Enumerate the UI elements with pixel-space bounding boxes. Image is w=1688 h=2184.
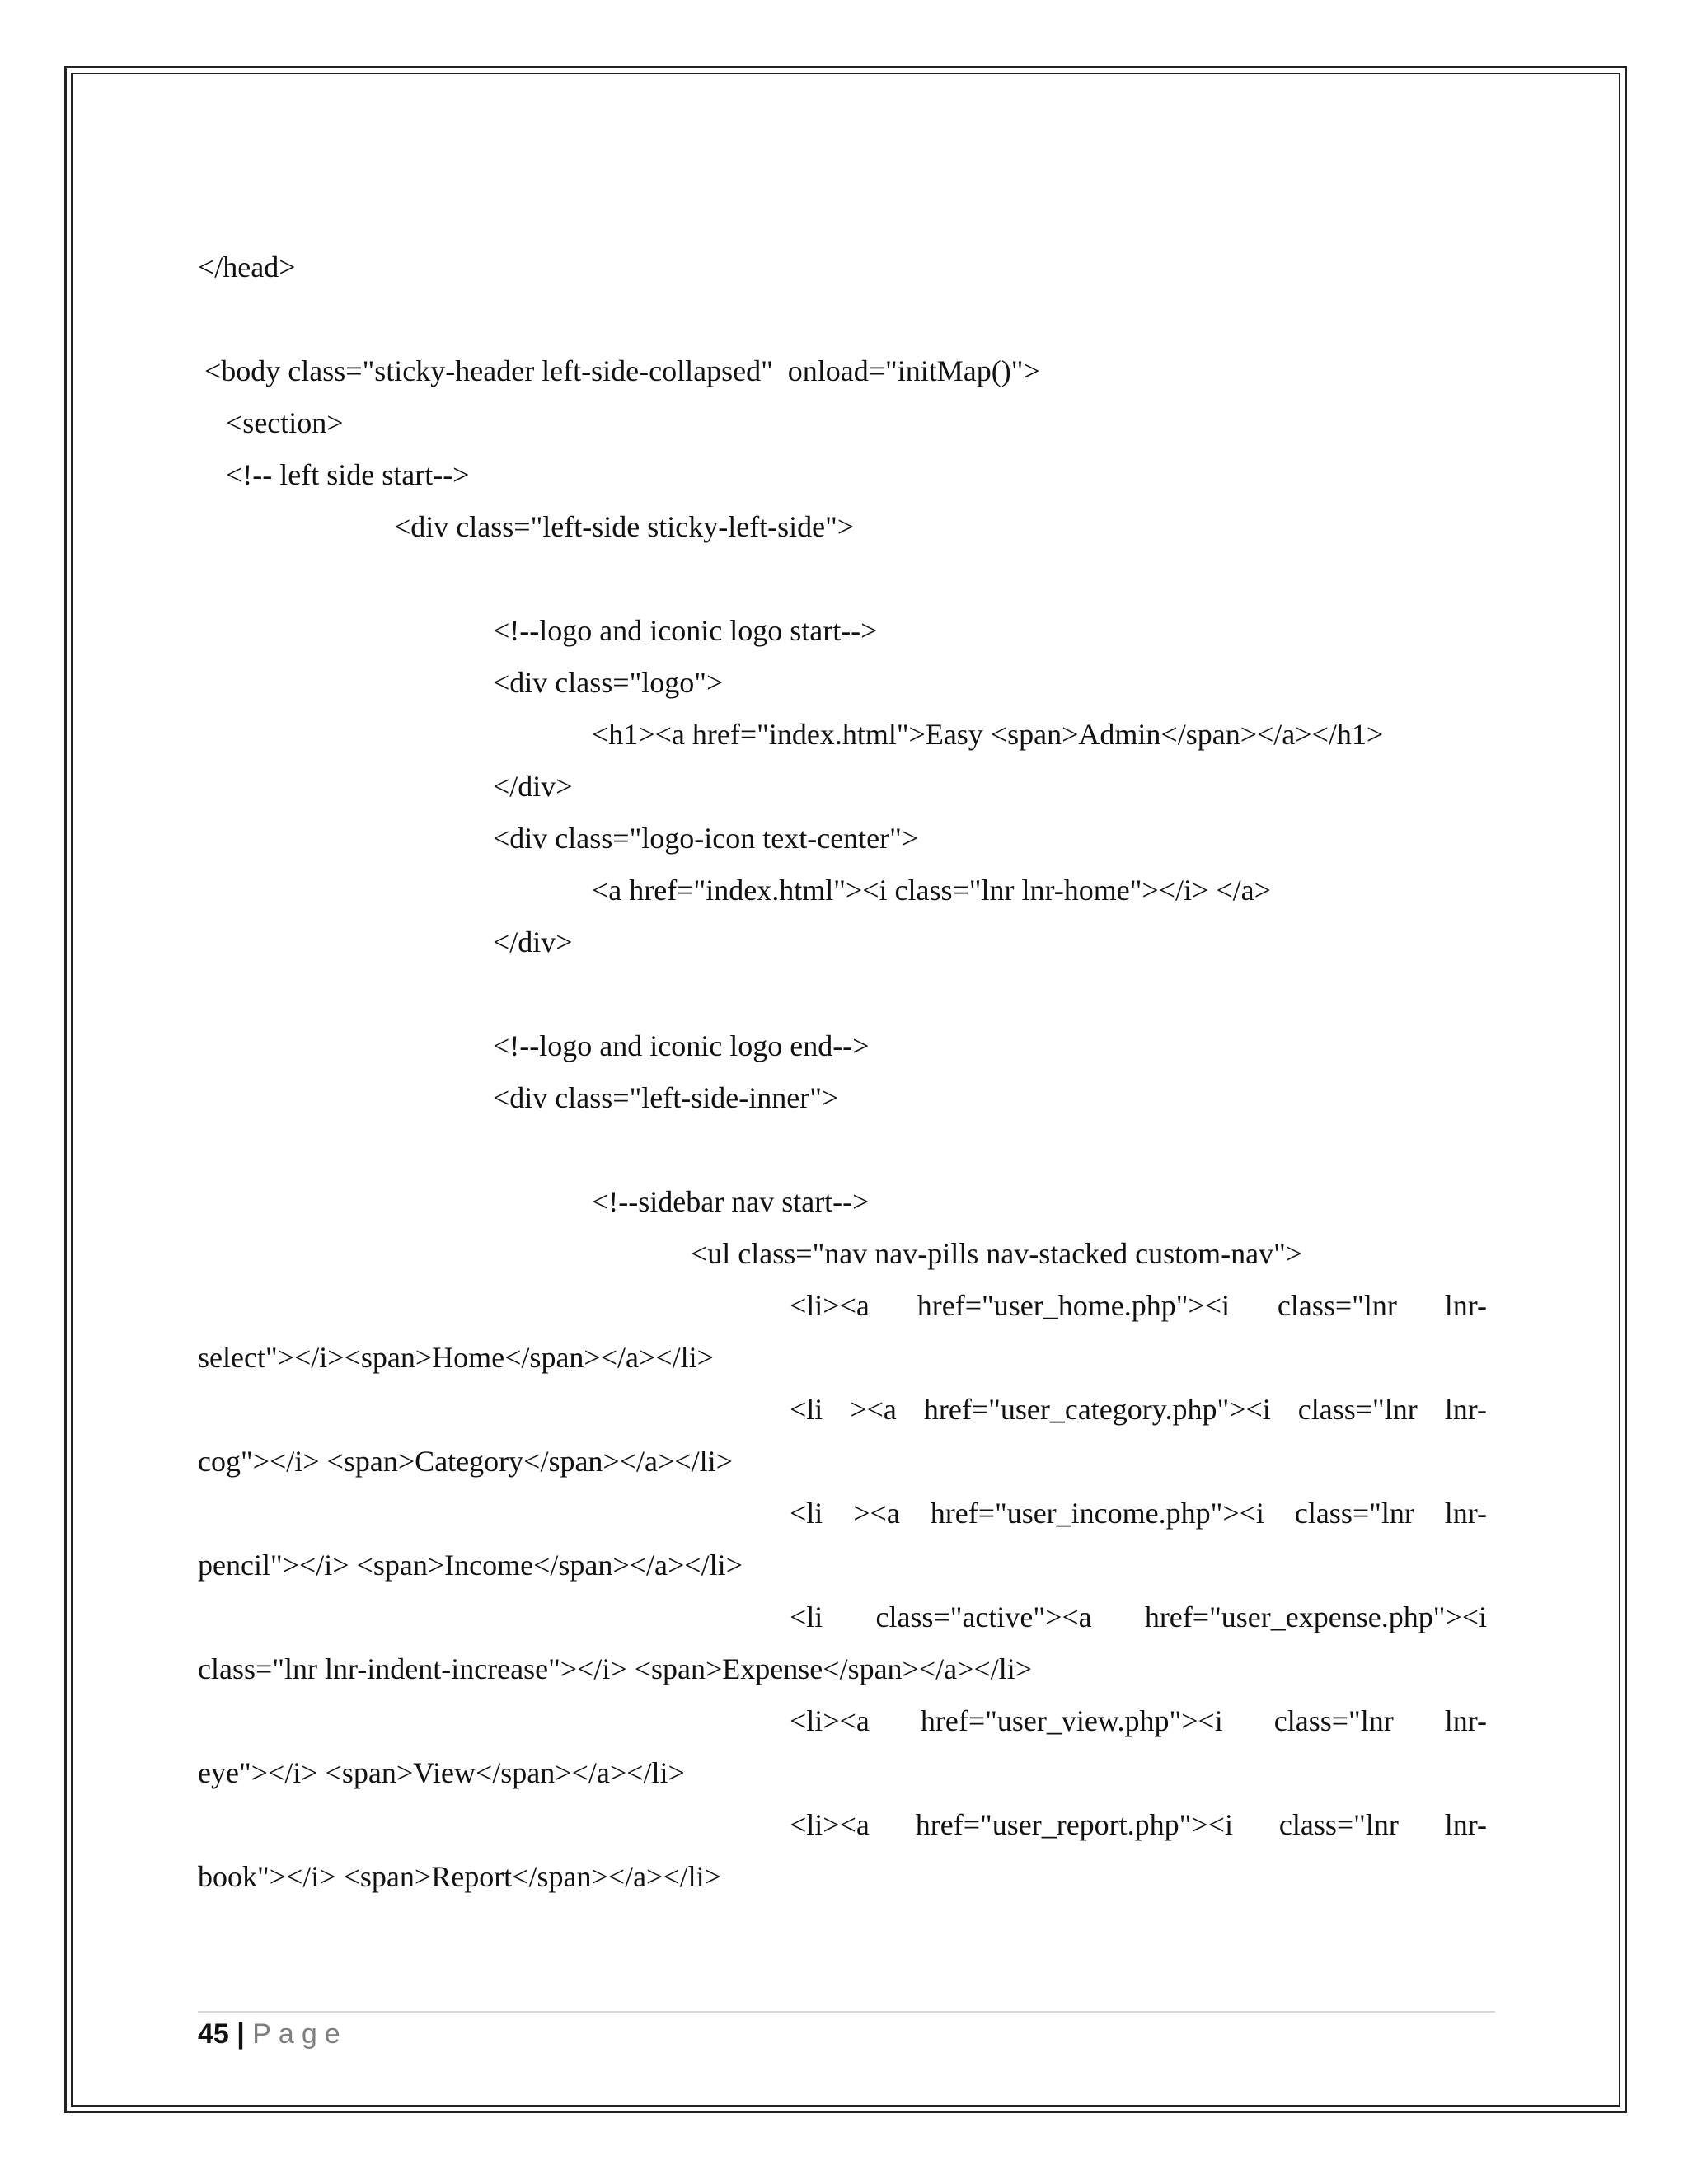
footer-separator: | — [237, 2018, 245, 2050]
code-line: <li class="active"><a href="user_expense.php"><i — [790, 1601, 1487, 1633]
code-line: eye"></i> <span>View</span></a></li> — [198, 1756, 685, 1789]
code-line: <!-- left side start--> — [226, 458, 470, 491]
code-line: <body class="sticky-header left-side-collapsed" onload="initMap()"> — [204, 354, 1040, 387]
code-line: <li><a href="user_report.php"><i class="lnr lnr- — [790, 1808, 1487, 1841]
code-line: <ul class="nav nav-pills nav-stacked custom-nav"> — [691, 1237, 1303, 1270]
code-line: <li ><a href="user_income.php"><i class="lnr lnr- — [790, 1497, 1487, 1530]
code-line: <div class="logo-icon text-center"> — [493, 822, 919, 855]
page-number: 45 — [198, 2018, 229, 2050]
code-line: <!--logo and iconic logo start--> — [493, 614, 878, 647]
code-line: <li><a href="user_view.php"><i class="lnr lnr- — [790, 1704, 1487, 1737]
code-line: book"></i> <span>Report</span></a></li> — [198, 1860, 721, 1893]
code-line: cog"></i> <span>Category</span></a></li> — [198, 1445, 733, 1478]
page-footer — [198, 2016, 348, 2052]
code-line: <h1><a href="index.html">Easy <span>Admin</span></a></h1> — [592, 718, 1384, 751]
footer-divider — [198, 2011, 1495, 2013]
code-line: <section> — [226, 406, 344, 439]
code-line: </div> — [493, 770, 573, 803]
code-line: <!--sidebar nav start--> — [592, 1185, 870, 1218]
code-line: <li ><a href="user_category.php"><i class="lnr lnr- — [790, 1393, 1487, 1426]
code-line: </div> — [493, 926, 573, 958]
code-line: <div class="left-side sticky-left-side"> — [394, 510, 855, 543]
code-line: <a href="index.html"><i class="lnr lnr-home"></i> </a> — [592, 874, 1271, 907]
code-line: select"></i><span>Home</span></a></li> — [198, 1341, 714, 1374]
code-line: class="lnr lnr-indent-increase"></i> <span>Expense</span></a></li> — [198, 1652, 1033, 1685]
code-line: <div class="logo"> — [493, 666, 724, 699]
code-line: <div class="left-side-inner"> — [493, 1081, 839, 1114]
code-line: pencil"></i> <span>Income</span></a></li> — [198, 1549, 743, 1582]
code-line: <!--logo and iconic logo end--> — [493, 1029, 870, 1062]
code-line: <li><a href="user_home.php"><i class="lnr lnr- — [790, 1289, 1487, 1322]
page-label: Page — [252, 2018, 348, 2050]
code-line: </head> — [198, 251, 296, 284]
